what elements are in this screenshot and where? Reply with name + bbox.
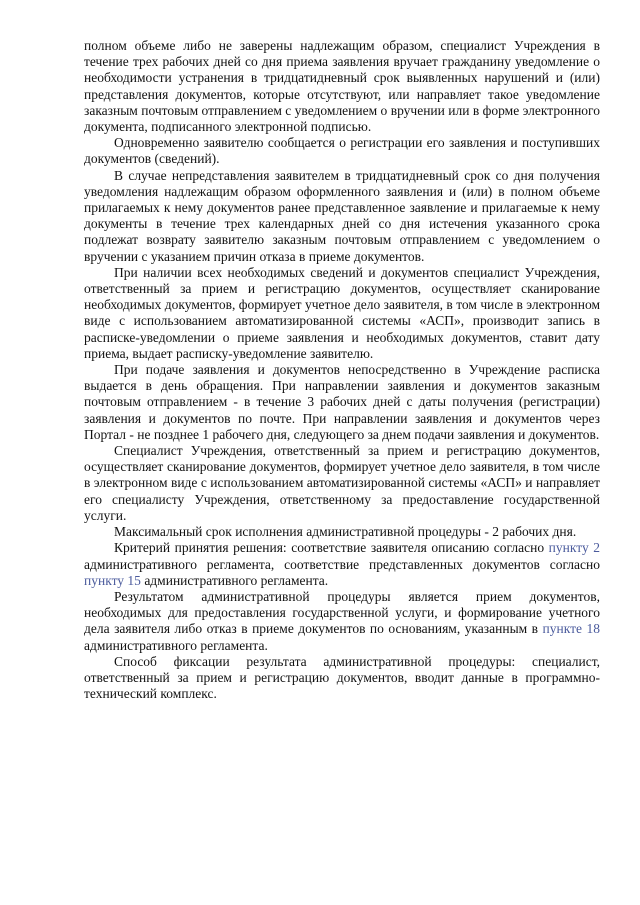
paragraph-max-duration: Максимальный срок исполнения административной процедуры - 2 рабочих дня. bbox=[114, 524, 577, 540]
paragraph-procedure-result bbox=[84, 589, 600, 654]
paragraph-decision-criteria bbox=[84, 540, 600, 589]
criteria-text-middle: административного регламента, соответствие представленных документов согласно bbox=[84, 556, 600, 572]
criteria-text-start: Критерий принятия решения: соответствие заявителя описанию согласно bbox=[114, 540, 549, 556]
paragraph-specialist-scanning: Специалист Учреждения, ответственный за прием и регистрацию документов, осуществляет сканирование документов, формирует учетное дело заявителя, в том числе в электронном виде с использованием автоматизированной системы «АСП» и направляет его специалисту Учреждения, ответственному за предоставление государственной услуги. bbox=[84, 443, 600, 523]
paragraph-non-submission: В случае непредставления заявителем в тридцатидневный срок со дня получения уведомления надлежащим образом оформленного заявления и (или) в полном объеме прилагаемых к нему документов ранее представленное заявление и прилагаемые к нему документы в течение трех календарных дней со дня истечения указанного срока подлежат возврату заявителю заказным почтовым отправлением с уведомлением о вручении с указанием причин отказа в приеме документов. bbox=[84, 167, 600, 264]
paragraph-continuation: полном объеме либо не заверены надлежащим образом, специалист Учреждения в течение трех рабочих дней со дня приема заявления вручает гражданину уведомление о необходимости устранения в тридцатидневный срок выявленных нарушений и (или) представления документов, которые отсутствуют, или направляет такое уведомление заказным почтовым отправлением с уведомлением о вручении или в форме электронного документа, подписанного электронной подписью. bbox=[84, 38, 600, 135]
link-point-18[interactable]: пункте 18 bbox=[542, 621, 600, 637]
result-text-start: Результатом административной процедуры является прием документов, необходимых для предоставления государственной услуги, и формирование учетного дела заявителя либо отказ в приеме документов по основаниям, указанным в bbox=[84, 588, 600, 637]
paragraph-receipt-issuance: При подаче заявления и документов непосредственно в Учреждение расписка выдается в день обращения. При направлении заявления и документов заказным почтовым отправлением - в течение 3 рабочих дней с даты получения (регистрации) заявления и документов по почте. При направлении заявления и документов через Портал - не позднее 1 рабочего дня, следующего за днем подачи заявления и документов. bbox=[84, 362, 600, 442]
paragraph-fixation-method: Способ фиксации результата административной процедуры: специалист, ответственный за прием и регистрацию документов, вводит данные в программно-технический комплекс. bbox=[84, 653, 600, 702]
paragraph-registration-notice: Одновременно заявителю сообщается о регистрации его заявления и поступивших документов (сведений). bbox=[84, 135, 600, 167]
link-point-2[interactable]: пункту 2 bbox=[548, 540, 600, 556]
link-point-15[interactable]: пункту 15 bbox=[84, 572, 141, 588]
paragraph-all-documents-present: При наличии всех необходимых сведений и документов специалист Учреждения, ответственный за прием и регистрацию документов, осуществляет сканирование необходимых документов, формирует учетное дело заявителя, в том числе в электронном виде с использованием автоматизированной системы «АСП», производит запись в расписке-уведомлении о приеме заявления и необходимых документов, ставит дату приема, выдает расписку-уведомление заявителю. bbox=[84, 264, 600, 361]
document-page bbox=[84, 38, 600, 702]
criteria-text-end: административного регламента. bbox=[140, 572, 329, 588]
result-text-end: административного регламента. bbox=[84, 637, 268, 653]
